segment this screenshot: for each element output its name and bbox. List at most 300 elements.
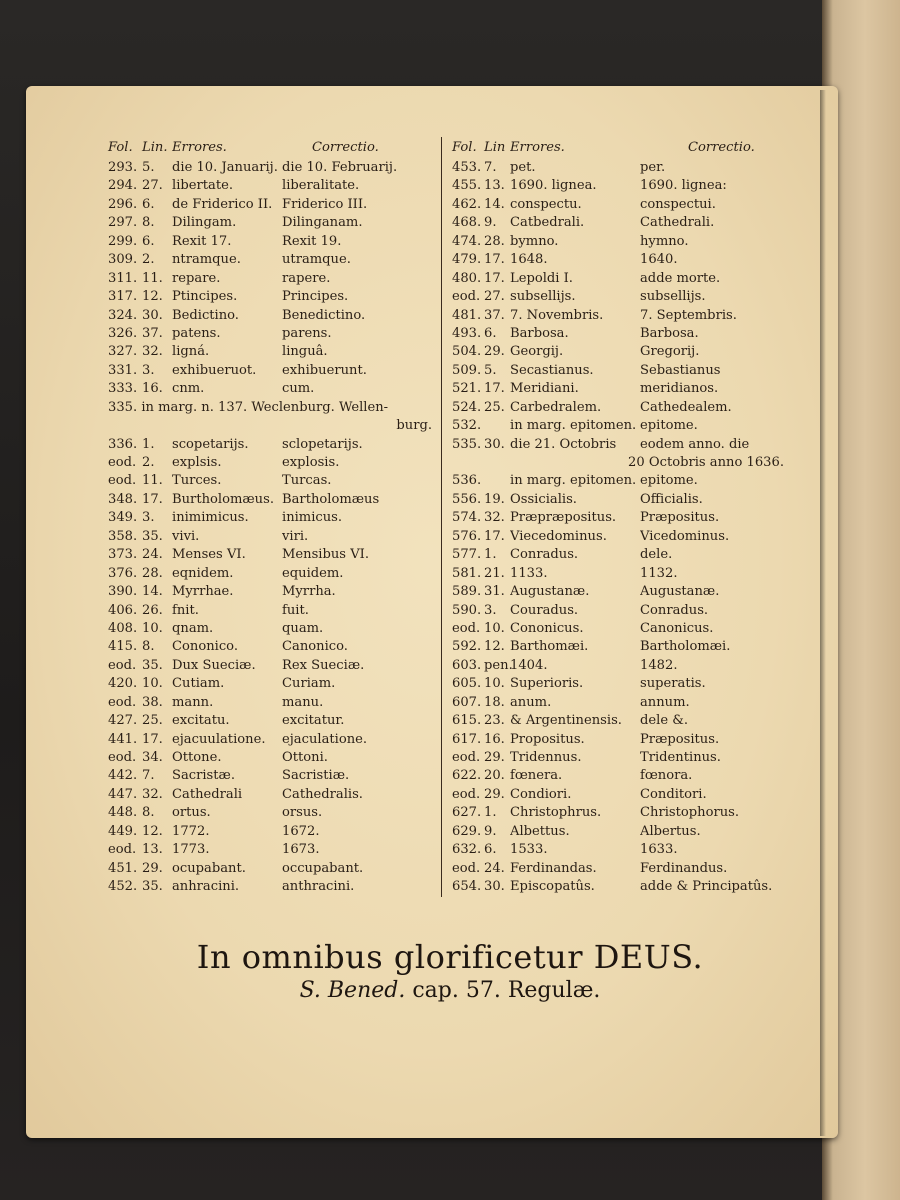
entry-folio: 327. [108, 344, 138, 360]
entry-correction: equidem. [282, 565, 344, 581]
entry-folio: 427. [108, 713, 138, 729]
entry-correction: fœnora. [640, 768, 693, 784]
entry-error: Turces. [172, 473, 222, 489]
entry-correction: liberalitate. [282, 178, 360, 194]
entry-line: 9. [484, 823, 497, 839]
errata-row [452, 694, 790, 712]
entry-correction: Friderico III. [282, 196, 368, 212]
entry-error: Viecedominus. [510, 528, 607, 544]
entry-error: Barthomæi. [510, 639, 589, 655]
entry-folio: 462. [452, 196, 482, 212]
entry-folio: 480. [452, 270, 482, 286]
entry-error: inimimicus. [172, 510, 249, 526]
errata-row [452, 251, 790, 269]
entry-folio: 296. [108, 196, 138, 212]
entry-correction: Sacristiæ. [282, 768, 350, 784]
entry-line: 17. [484, 528, 505, 544]
errata-row [108, 712, 438, 730]
entry-error: de Friderico II. [172, 196, 273, 212]
entry-folio: 358. [108, 528, 138, 544]
errata-row [108, 436, 438, 454]
entry-correction: fuit. [282, 602, 309, 618]
entry-folio: 536. [452, 473, 482, 489]
entry-error: patens. [172, 325, 221, 341]
entry-error: Bedictino. [172, 307, 239, 323]
entry-folio: 408. [108, 620, 138, 636]
entry-error: conspectu. [510, 196, 582, 212]
header-line: Lin [484, 140, 506, 155]
entry-error: & Argentinensis. [510, 713, 622, 729]
entry-folio: 406. [108, 602, 138, 618]
entry-folio: 493. [452, 325, 482, 341]
entry-folio: 532. [452, 418, 482, 434]
entry-error: Meridiani. [510, 381, 579, 397]
motto-citation [0, 978, 900, 1003]
entry-error: anhracini. [172, 879, 240, 895]
errata-row [452, 399, 790, 417]
entry-correction: viri. [282, 528, 309, 544]
errata-row [108, 804, 438, 822]
entry-line: 1. [142, 436, 155, 452]
entry-error: Conradus. [510, 547, 579, 563]
entry-line: 28. [142, 565, 163, 581]
errata-row [452, 823, 790, 841]
entry-correction: 1482. [640, 657, 678, 673]
entry-line: 31. [484, 584, 505, 600]
errata-row [452, 804, 790, 822]
entry-correction: dele &. [640, 713, 689, 729]
entry-folio: 390. [108, 584, 138, 600]
entry-line: 27. [142, 178, 163, 194]
entry-correction: occupabant. [282, 860, 364, 876]
entry-folio: 615. [452, 713, 482, 729]
errata-row [452, 841, 790, 859]
entry-correction: 1633. [640, 842, 678, 858]
errata-row [108, 749, 438, 767]
errata-row [108, 860, 438, 878]
entry-folio: eod. [108, 657, 137, 673]
entry-line: 17. [484, 270, 505, 286]
entry-line: 8. [142, 805, 155, 821]
errata-row [452, 767, 790, 785]
errata-row [452, 749, 790, 767]
entry-folio: eod. [452, 786, 481, 802]
errata-row [108, 694, 438, 712]
entry-line: 29. [484, 344, 505, 360]
citation-source: cap. 57. Regulæ. [412, 978, 601, 1003]
entry-error: eqnidem. [172, 565, 234, 581]
errata-row [452, 491, 790, 509]
errata-row [108, 343, 438, 361]
entry-error: Burtholomæus. [172, 491, 275, 507]
entry-line: 30. [142, 307, 163, 323]
entry-line: 23. [484, 713, 505, 729]
errata-row [108, 159, 438, 177]
header-folio: Fol. [108, 140, 133, 155]
entry-error: Rexit 17. [172, 233, 232, 249]
entry-error: Christophrus. [510, 805, 602, 821]
errata-row [452, 288, 790, 306]
entry-folio: 479. [452, 252, 482, 268]
entry-line: 1. [484, 547, 497, 563]
entry-line: 29. [142, 860, 163, 876]
entry-correction: rapere. [282, 270, 331, 286]
entry-folio: 333. [108, 381, 138, 397]
errata-row [452, 602, 790, 620]
errata-row [108, 602, 438, 620]
closing-motto: In omnibus glorificetur DEUS. [196, 938, 704, 976]
entry-folio: 348. [108, 491, 138, 507]
entry-line: 14. [484, 196, 505, 212]
entry-line: 29. [484, 750, 505, 765]
entry-error: in marg. epitomen. [510, 473, 637, 489]
entry-error: ntramque. [172, 252, 241, 268]
marginal-entry-cont: burg. [396, 418, 432, 434]
entry-line: 37. [142, 325, 163, 341]
entry-error: bymno. [510, 233, 559, 249]
errata-row [108, 270, 438, 288]
entry-line [484, 417, 510, 435]
errata-header-right [452, 137, 790, 159]
entry-line: 10. [142, 620, 163, 636]
entry-line: 17. [142, 491, 163, 507]
entry-error: 1690. lignea. [510, 178, 597, 194]
errata-row [108, 288, 438, 306]
entry-error: die 10. Januarij. [172, 160, 278, 175]
entry-folio: 324. [108, 307, 138, 323]
entry-folio: 607. [452, 694, 482, 710]
errata-row [452, 731, 790, 749]
entry-correction: Bartholomæus [282, 491, 380, 507]
entry-error: ortus. [172, 805, 211, 821]
entry-error: Condiori. [510, 786, 572, 802]
entry-folio: 603. [452, 657, 482, 673]
entry-line: 30. [484, 879, 505, 895]
entry-folio: 622. [452, 768, 482, 784]
entry-correction: die 10. Februarij. [282, 160, 398, 175]
entry-correction: Turcas. [282, 473, 332, 489]
entry-folio: 449. [108, 823, 138, 839]
entry-correction: superatis. [640, 676, 706, 692]
entry-error: Superioris. [510, 676, 584, 692]
entry-error: libertate. [172, 178, 234, 194]
errata-row [108, 307, 438, 325]
entry-folio: eod. [108, 750, 137, 765]
entry-folio: 509. [452, 362, 482, 378]
entry-correction: Canonico. [282, 639, 348, 655]
entry-line: 17. [142, 731, 163, 747]
entry-correction: inimicus. [282, 510, 343, 526]
entry-error: Menses VI. [172, 547, 246, 563]
errata-row [452, 270, 790, 288]
entry-error: 1404. [510, 657, 548, 673]
entry-line: 38. [142, 694, 163, 710]
entry-error: Cononicus. [510, 620, 584, 636]
entry-folio: 521. [452, 381, 482, 397]
errata-row [452, 325, 790, 343]
errata-row [108, 380, 438, 398]
errata-row [108, 823, 438, 841]
errata-row [452, 214, 790, 232]
entry-error: subsellijs. [510, 289, 576, 305]
entry-correction: annum. [640, 694, 690, 710]
entry-error: Propositus. [510, 731, 585, 747]
errata-row [452, 528, 790, 546]
entry-line: 30. [484, 436, 505, 452]
errata-row [452, 583, 790, 601]
entry-line: 10. [142, 676, 163, 692]
entry-line: 7. [484, 160, 497, 175]
entry-correction: excitatur. [282, 713, 345, 729]
errata-row [452, 878, 790, 896]
entry-folio: 589. [452, 584, 482, 600]
entry-folio: 504. [452, 344, 482, 360]
entry-error: Dux Sueciæ. [172, 657, 256, 673]
entry-line: 24. [142, 547, 163, 563]
errata-row [452, 675, 790, 693]
entry-correction: Præpositus. [640, 510, 720, 526]
errata-row [108, 454, 438, 472]
errata-row [108, 675, 438, 693]
errata-row [452, 472, 790, 490]
entry-folio: 590. [452, 602, 482, 618]
errata-row [108, 196, 438, 214]
entry-folio: 373. [108, 547, 138, 563]
entry-folio: 294. [108, 178, 138, 194]
entry-line: 32. [142, 786, 163, 802]
errata-column-right [452, 137, 790, 897]
entry-error: anum. [510, 694, 552, 710]
entry-line: 10. [484, 676, 505, 692]
entry-line: 5. [142, 160, 155, 175]
errata-row [452, 417, 790, 435]
entry-error: Cutiam. [172, 676, 225, 692]
entry-error: Ossicialis. [510, 491, 577, 507]
errata-row [108, 583, 438, 601]
entry-line: 1. [484, 805, 497, 821]
entry-correction: Myrrha. [282, 584, 336, 600]
entry-folio: 448. [108, 805, 138, 821]
entry-error: exhibueruot. [172, 362, 257, 378]
errata-row [108, 657, 438, 675]
entry-correction: epitome. [640, 418, 698, 434]
entry-line: 26. [142, 602, 163, 618]
entry-error: Couradus. [510, 602, 579, 618]
errata-row [452, 620, 790, 638]
entry-folio: eod. [108, 842, 137, 858]
entry-correction: meridianos. [640, 381, 719, 397]
entry-error: qnam. [172, 620, 214, 636]
entry-error: 7. Novembris. [510, 307, 604, 323]
errata-row [452, 380, 790, 398]
entry-line: 3. [142, 510, 155, 526]
entry-error: excitatu. [172, 713, 230, 729]
entry-correction: 1673. [282, 842, 320, 858]
header-errors: Errores. [172, 140, 227, 155]
entry-error: Myrrhae. [172, 584, 234, 600]
entry-correction: ejaculatione. [282, 731, 368, 747]
errata-row [108, 177, 438, 195]
entry-correction: Conradus. [640, 602, 709, 618]
errata-row [108, 841, 438, 859]
entry-line: 12. [142, 289, 163, 305]
entry-folio: 331. [108, 362, 138, 378]
errata-row [452, 546, 790, 564]
entry-correction: epitome. [640, 473, 698, 489]
entry-error: Carbedralem. [510, 399, 602, 415]
entry-folio: 297. [108, 215, 138, 231]
entry-error: Ottone. [172, 750, 222, 765]
entry-line: 6. [484, 325, 497, 341]
entry-error: ligná. [172, 344, 210, 360]
entry-correction: Bartholomæi. [640, 639, 731, 655]
entry-correction: Dilinganam. [282, 215, 363, 231]
entry-error: fnit. [172, 602, 199, 618]
entry-correction: Barbosa. [640, 325, 699, 341]
errata-row [452, 343, 790, 361]
entry-correction: sclopetarijs. [282, 436, 363, 452]
entry-correction: Principes. [282, 289, 349, 305]
entry-line: 21. [484, 565, 505, 581]
entry-correction: cum. [282, 381, 315, 397]
entry-folio: 524. [452, 399, 482, 415]
entry-correction: hymno. [640, 233, 689, 249]
errata-row [108, 546, 438, 564]
entry-line: 20. [484, 768, 505, 784]
errata-row [108, 528, 438, 546]
errata-row [108, 509, 438, 527]
entry-line: 2. [142, 252, 155, 268]
entry-correction: utramque. [282, 252, 351, 268]
entry-error: Lepoldi I. [510, 270, 573, 286]
entry-folio: 617. [452, 731, 482, 747]
errata-column-left [108, 137, 438, 897]
entry-error: fœnera. [510, 768, 563, 784]
entry-folio: 349. [108, 510, 138, 526]
entry-folio: 574. [452, 510, 482, 526]
entry-folio: 452. [108, 879, 138, 895]
entry-error: pet. [510, 160, 536, 175]
errata-row [452, 196, 790, 214]
errata-row [452, 362, 790, 380]
entry-folio: 311. [108, 270, 138, 286]
errata-row [108, 362, 438, 380]
entry-correction: Christophorus. [640, 805, 740, 821]
errata-row [108, 638, 438, 656]
entry-line: 5. [484, 362, 497, 378]
entry-folio: 336. [108, 436, 138, 452]
entry-folio: 627. [452, 805, 482, 821]
entry-folio: 441. [108, 731, 138, 747]
entry-error: Tridennus. [510, 750, 582, 765]
entry-line: 7. [142, 768, 155, 784]
errata-row [452, 159, 790, 177]
entry-folio: eod. [108, 473, 137, 489]
entry-folio: 577. [452, 547, 482, 563]
entry-correction: Benedictino. [282, 307, 366, 323]
errata-row [452, 436, 790, 454]
entry-correction: dele. [640, 547, 673, 563]
entry-folio: 376. [108, 565, 138, 581]
entry-folio: 309. [108, 252, 138, 268]
errata-row [108, 878, 438, 896]
entry-error: Ferdinandas. [510, 860, 597, 876]
entry-correction: Albertus. [640, 823, 701, 839]
entry-folio: 299. [108, 233, 138, 249]
header-correction: Correctio. [688, 140, 755, 155]
errata-row [108, 214, 438, 232]
entry-line: 18. [484, 694, 505, 710]
entry-error: Episcopatûs. [510, 879, 595, 895]
entry-error: Secastianus. [510, 362, 594, 378]
entry-correction: adde & Principatûs. [640, 879, 773, 895]
continuation-text: 20 Octobris anno 1636. [628, 455, 784, 470]
entry-line: 37. [484, 307, 505, 323]
entry-folio: 581. [452, 565, 482, 581]
entry-line: 10. [484, 620, 505, 636]
entry-correction: Sebastianus [640, 362, 721, 378]
entry-line: 9. [484, 215, 497, 231]
errata-row [108, 767, 438, 785]
errata-row [108, 325, 438, 343]
errata-row [452, 565, 790, 583]
entry-error: Ptincipes. [172, 289, 238, 305]
entry-correction: Vicedominus. [640, 528, 730, 544]
entry-line [484, 472, 510, 490]
entry-correction: quam. [282, 620, 324, 636]
entry-correction: 7. Septembris. [640, 307, 737, 323]
entry-line: 3. [142, 362, 155, 378]
errata-row [108, 786, 438, 804]
entry-error: die 21. Octobris [510, 436, 617, 452]
entry-line: 8. [142, 639, 155, 655]
entry-line: 12. [484, 639, 505, 655]
entry-correction: anthracini. [282, 879, 355, 895]
entry-correction: Mensibus VI. [282, 547, 369, 563]
errata-row [452, 657, 790, 675]
entry-folio: 576. [452, 528, 482, 544]
entry-error: scopetarijs. [172, 436, 249, 452]
marginal-entry-text: 335. in marg. n. 137. Weclenburg. Wellen- [108, 399, 389, 415]
entry-correction: Ferdinandus. [640, 860, 728, 876]
errata-header-left [108, 137, 438, 159]
entry-line: 32. [142, 344, 163, 360]
entry-correction: manu. [282, 694, 324, 710]
entry-line: 27. [484, 289, 505, 305]
entry-error: Sacristæ. [172, 768, 236, 784]
errata-row [452, 860, 790, 878]
entry-folio: 556. [452, 491, 482, 507]
entry-line: 14. [142, 584, 163, 600]
entry-error: mann. [172, 694, 214, 710]
entry-error: in marg. epitomen. [510, 418, 637, 434]
entry-folio: eod. [452, 750, 481, 765]
entry-line: 13. [484, 178, 505, 194]
errata-row [108, 565, 438, 583]
errata-row [452, 712, 790, 730]
errata-row-marginal [108, 399, 438, 417]
entry-folio: 654. [452, 879, 482, 895]
entry-correction: Ottoni. [282, 750, 328, 765]
entry-folio: 629. [452, 823, 482, 839]
entry-line: 35. [142, 528, 163, 544]
entry-correction: Cathedealem. [640, 399, 732, 415]
entry-line: 6. [142, 233, 155, 249]
entry-folio: 293. [108, 160, 138, 175]
entry-correction: explosis. [282, 455, 340, 470]
entry-correction: Cathedralis. [282, 786, 363, 802]
entry-folio: 474. [452, 233, 482, 249]
